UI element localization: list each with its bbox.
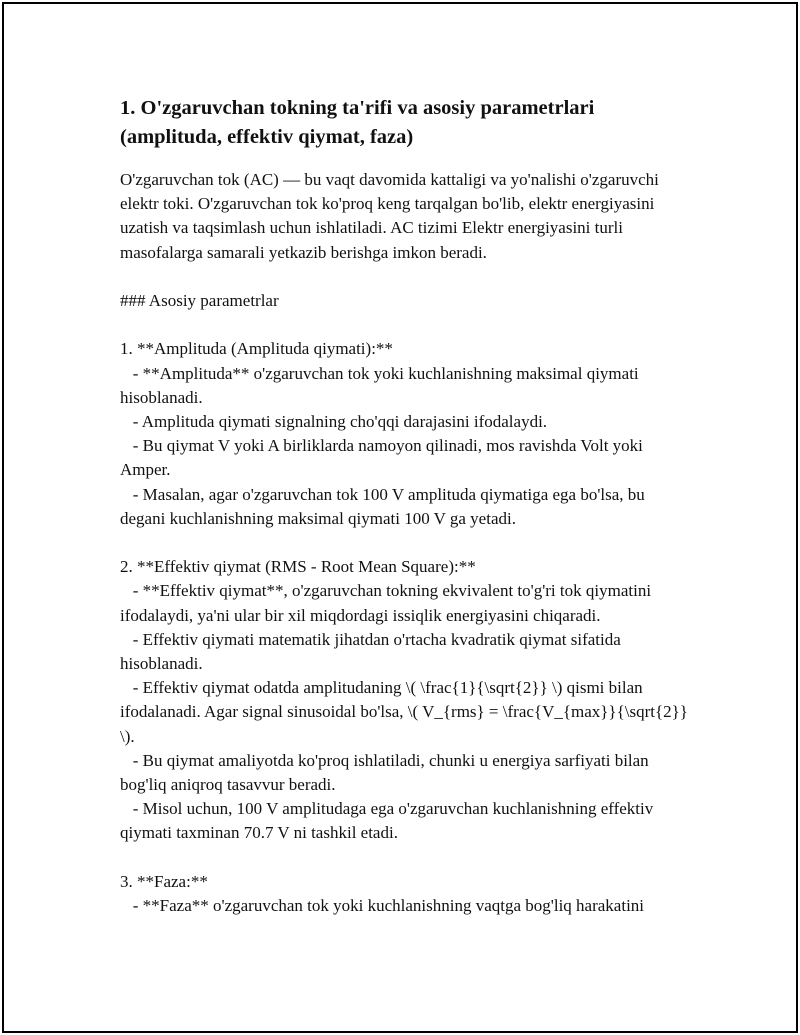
document-title: 1. O'zgaruvchan tokning ta'rifi va asosiy parametrlari (amplituda, effektiv qiymat, faza) bbox=[120, 97, 595, 148]
document-page bbox=[2, 2, 798, 1033]
document-body: O'zgaruvchan tok (AC) — bu vaqt davomida kattaligi va yo'nalishi o'zgaruvchi elektr toki. O'zgaruvchan tok ko'proq keng tarqalgan bo'lib, elektr energiyasini uzatish va taqsimlash uchun ishlatiladi. AC tizimi Elektr energiyasini turli masofalarga samarali yetkazib berishga imkon beradi. ### Asosiy parametrlar 1. **Amplituda (Amplituda qiymati):** - **Amplituda** o'zgaruvchan tok yoki kuchlanishning maksimal qiymati hisoblanadi. - Amplituda qiymati signalning cho'qqi darajasini ifodalaydi. - Bu qiymat V yoki A birliklarda namoyon qilinadi, mos ravishda Volt yoki Amper. - Masalan, agar o'zgaruvchan tok 100 V amplituda qiymatiga ega bo'lsa, bu degani kuchlanishning maksimal qiymati 100 V ga yetadi. 2. **Effektiv qiymat (RMS - Root Mean Square):** - **Effektiv qiymat**, o'zgaruvchan tokning ekvivalent to'g'ri tok qiymatini ifodalaydi, ya'ni ular bir xil miqdordagi issiqlik energiyasini chiqaradi. - Effektiv qiymati matematik jihatdan o'rtacha kvadratik qiymat sifatida hisoblanadi. - Effektiv qiymat odatda amplitudaning \( \frac{1}{\sqrt{2}} \) qismi bilan ifodalanadi. Agar signal sinusoidal bo'lsa, \( V_{rms} = \frac{V_{max}}{\sqrt{2}} \). - Bu qiymat amaliyotda ko'proq ishlatiladi, chunki u energiya sarfiyati bilan bog'liq aniqroq tasavvur beradi. - Misol uchun, 100 V amplitudaga ega o'zgaruvchan kuchlanishning effektiv qiymati taxminan 70.7 V ni tashkil etadi. 3. **Faza:** - **Faza** o'zgaruvchan tok yoki kuchlanishning vaqtga bog'liq harakatini bbox=[120, 170, 688, 916]
document-content bbox=[120, 94, 692, 918]
